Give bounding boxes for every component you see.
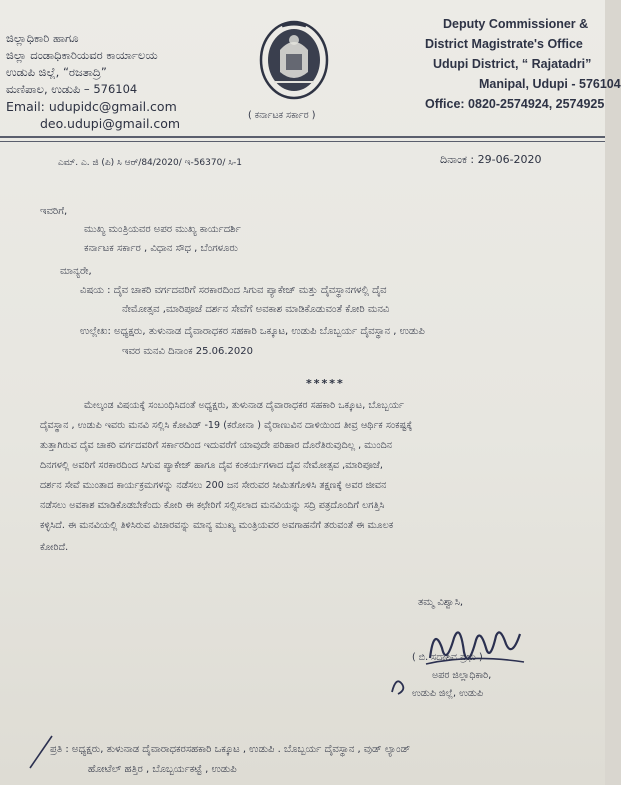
- initial-mark-icon: [388, 674, 408, 696]
- header-right-english: [425, 14, 621, 114]
- signatory-title-2: ಉಡುಪಿ ಜಿಲ್ಲೆ, ಉಡುಪಿ: [412, 688, 484, 699]
- office-title-en-1: Deputy Commissioner &: [443, 17, 589, 31]
- email-primary: Email: udupidc@gmail.com: [6, 99, 177, 114]
- subject-line-2: ನೇಮೋತ್ಸವ ,ಮಾರಿಪೂಜೆ ದರ್ಶನ ಸೇವೆಗೆ ಅವಕಾಶ ಮಾಡಿಕೊಡುವಂತೆ ಕೋರಿ ಮನವಿ: [122, 304, 390, 315]
- header-divider-top: [0, 136, 605, 138]
- office-line-1: ಜಿಲ್ಲಾಧಿಕಾರಿ ಹಾಗೂ: [6, 31, 79, 45]
- addressee-line-2: ಕರ್ನಾಟಕ ಸರ್ಕಾರ , ವಿಧಾನ ಸೌಧ , ಬೆಂಗಳೂರು: [84, 243, 238, 254]
- separator: *****: [306, 377, 345, 390]
- emblem-caption: ( ಕರ್ನಾಟಕ ಸರ್ಕಾರ ): [248, 110, 316, 121]
- handwritten-signature: [420, 618, 530, 678]
- karnataka-emblem-icon: [258, 20, 330, 102]
- office-line-2: ಜಿಲ್ಲಾ ದಂಡಾಧಿಕಾರಿಯವರ ಕಾರ್ಯಾಲಯ: [6, 48, 158, 62]
- body-line: ಮೇಲ್ಕಂಡ ವಿಷಯಕ್ಕೆ ಸಂಬಂಧಿಸಿದಂತೆ ಅಧ್ಯಕ್ಷರು, ತುಳುನಾಡ ದೈವಾರಾಧಕರ ಸಹಕಾರಿ ಒಕ್ಕೂಟ, ಬೊಬ್ಬರ್ಯ: [84, 400, 405, 411]
- body-line: ದೈವಸ್ಥಾನ , ಉಡುಪಿ ಇವರು ಮನವಿ ಸಲ್ಲಿಸಿ ಕೋವಿಡ್ -19 (ಕರೋನಾ ) ವೈರಾಣುವಿನ ದಾಳಿಯಿಂದ ತೀವ್ರ ಆರ್ಥಿಕ ಸಂಕಷ್ಟಕ್ಕೆ: [40, 420, 413, 431]
- addressee-line-1: ಮುಖ್ಯ ಮಂತ್ರಿಯವರ ಅಪರ ಮುಖ್ಯ ಕಾರ್ಯದರ್ಶಿ: [84, 224, 241, 235]
- addressee-to: ಇವರಿಗೆ,: [40, 206, 68, 217]
- body-line: ದರ್ಶನ ಸೇವೆ ಮುಂತಾದ ಕಾರ್ಯಕ್ರಮಗಳನ್ನು ನಡೆಸಲು 200 ಜನ ಸೇರುವರ ಸೀಮಿತಗೊಳಿಸಿ ತಕ್ಷಣಕ್ಕೆ ಅವರ ಜೀವನ: [40, 480, 387, 491]
- signatory-title-1: ಅಪರ ಜಿಲ್ಲಾಧಿಕಾರಿ,: [432, 670, 492, 681]
- body-line: ದಿನಗಳಲ್ಲಿ ಅವರಿಗೆ ಸರಕಾರದಿಂದ ಸಿಗುವ ಪ್ಯಾಕೇಜ್ ಹಾಗೂ ದೈವ ಕಂಕರ್ಯಗಳಾದ ದೈವ ನೇಮೋತ್ಸವ ,ಮಾರಿಪೂಜೆ,: [40, 460, 383, 471]
- salutation: ಮಾನ್ಯರೇ,: [60, 266, 92, 277]
- copy-to-line-1: ಪ್ರತಿ : ಅಧ್ಯಕ್ಷರು, ತುಳುನಾಡ ದೈವಾರಾಧಕರಸಹಕಾರಿ ಒಕ್ಕೂಟ , ಉಡುಪಿ . ಬೊಬ್ಬರ್ಯ ದೈವಸ್ಥಾನ , ವುಡ್ ಲ್ಯಾಂಡ್: [50, 744, 411, 755]
- office-address-en-1: Udupi District, “ Rajatadri”: [433, 57, 592, 71]
- office-phone: Office: 0820-2574924, 2574925: [425, 97, 605, 111]
- office-line-4: ಮಣಿಪಾಲ, ಉಡುಪಿ – 576104: [6, 82, 138, 96]
- subject-line-1: ವಿಷಯ : ದೈವ ಚಾಕರಿ ವರ್ಗದವರಿಗೆ ಸರಕಾರದಿಂದ ಸಿಗುವ ಪ್ಯಾಕೇಜ್ ಮತ್ತು ದೈವಸ್ಥಾನಗಳಲ್ಲಿ ದೈವ: [80, 285, 387, 296]
- signatory-name: ( ಬಿ. ಸದಾಶಿವ ಪ್ರಭು ): [412, 652, 483, 663]
- reference-line-1: ಉಲ್ಲೇಖ: ಅಧ್ಯಕ್ಷರು, ತುಳುನಾಡ ದೈವಾರಾಧಕರ ಸಹಕಾರಿ ಒಕ್ಕೂಟ, ಉಡುಪಿ ಬೊಬ್ಬರ್ಯ ದೈವಸ್ಥಾನ , ಉಡುಪಿ: [80, 326, 425, 337]
- reference-number: ಎಮ್. ಎ. ಜಿ (ಪಿ) ಸಿ ಆರ್/84/2020/ ಇ-56370/ ಸಿ-1: [58, 158, 242, 168]
- office-address-en-2: Manipal, Udupi - 576104: [479, 77, 621, 91]
- reference-line-2: ಇವರ ಮನವಿ ದಿನಾಂಕ 25.06.2020: [122, 346, 254, 357]
- body-line: ಕಳ್ಳಿಸಿದೆ. ಈ ಮನವಿಯಲ್ಲಿ ತಿಳಿಸಿರುವ ವಿಚಾರವನ್ನು ಮಾನ್ಯ ಮುಖ್ಯ ಮಂತ್ರಿಯವರ ಅವಗಾಹನೆಗೆ ತರುವಂತೆ ಈ ಮೂಲಕ: [40, 520, 394, 531]
- email-secondary: deo.udupi@gmail.com: [40, 116, 181, 131]
- body-line: ಕೋರಿದೆ.: [40, 542, 69, 553]
- copy-to-line-2: ಹೋಟೆಲ್ ಹತ್ತಿರ , ಬೊಬ್ಬರ್ಯಕಟ್ಟೆ , ಉಡುಪಿ: [88, 764, 237, 775]
- body-line: ತುತ್ತಾಗಿರುವ ದೈವ ಚಾಕರಿ ವರ್ಗದವರಿಗೆ ಸರ್ಕಾರದಿಂದ ಇದುವರೆಗೆ ಯಾವುದೇ ಪರಿಹಾರ ದೊರೆತಿರುವುದಿಲ್ಲ , ಮುಂದಿನ: [40, 440, 393, 451]
- office-title-en-2: District Magistrate's Office: [425, 37, 583, 51]
- closing-yours: ತಮ್ಮ ವಿಶ್ವಾಸಿ,: [418, 597, 464, 608]
- body-line: ನಡೆಸಲು ಅವಕಾಶ ಮಾಡಿಕೊಡಬೇಕೆಂದು ಕೋರಿ ಈ ಕಛೇರಿಗೆ ಸಲ್ಲಿಸಲಾದ ಮನವಿಯನ್ನು ಸದ್ರಿ ಪತ್ರದೊಂದಿಗೆ ಲಗತ್ತಿಸಿ: [40, 500, 385, 511]
- header-divider-bottom: [0, 141, 605, 142]
- header-left-kannada: [6, 30, 180, 132]
- letter-date: ದಿನಾಂಕ : 29-06-2020: [440, 153, 542, 166]
- office-line-3: ಉಡುಪಿ ಜಿಲ್ಲೆ, “ರಜತಾದ್ರಿ”: [6, 65, 107, 79]
